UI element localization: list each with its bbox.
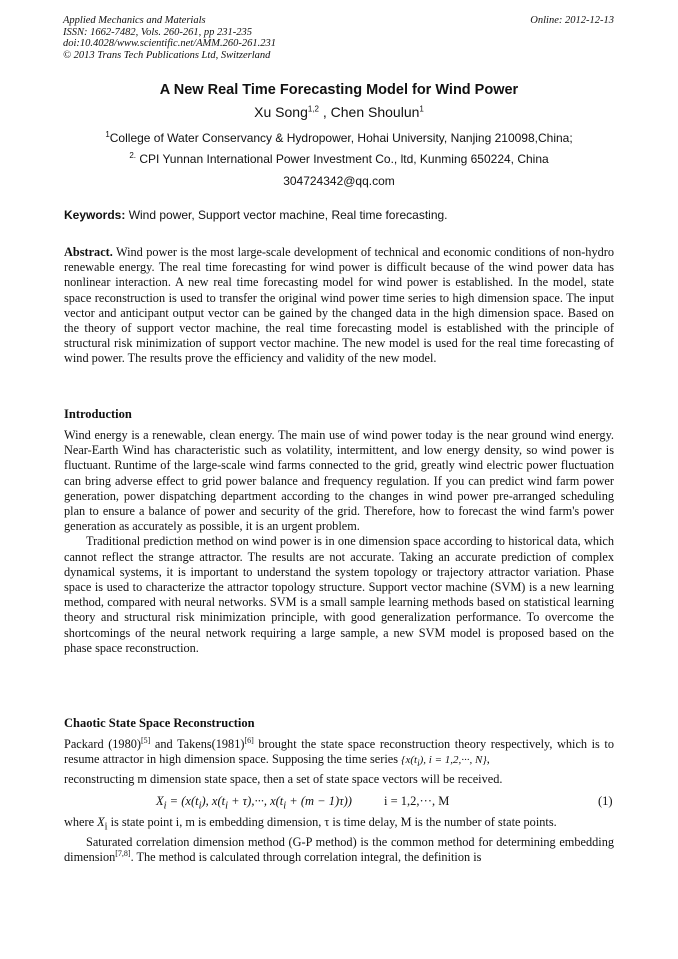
introduction-paragraph-2: Traditional prediction method on wind power is in one dimension space according to historical data, which cannot reflect the strange attractor. The results are not accurate. Taking an accurate prediction of complex dynamical systems, it is important to understand the system topology or trajectory attractor variation. Phase space is used to characterize the attractor topology structure. Support vector machine (SVM) is a new learning method, compared with neural networks. SVM is a small sample learning methods based on statistical learning theory and structural risk minimization principle, with good generalization performance. To overcome the shortcomings of the neural network requiring a large sample, a new SVM model is proposed based on the phase space reconstruction. xyxy=(64,534,614,655)
author-email: 304724342@qq.com xyxy=(283,174,395,188)
affiliation-1-text: College of Water Conservancy & Hydropower, Hohai University, Nanjing 210098,China; xyxy=(109,131,573,145)
time-series-notation xyxy=(401,754,487,769)
author-line xyxy=(0,104,678,120)
time-series-close: ), i = 1,2,···, N} xyxy=(419,754,487,767)
journal-header xyxy=(63,15,276,61)
text-where: where xyxy=(64,815,98,829)
author-1-affiliation: 1,2 xyxy=(307,104,319,114)
affiliation-2 xyxy=(0,152,678,166)
affiliation-1-marker: 1 xyxy=(105,130,110,139)
paper-title: A New Real Time Forecasting Model for Wind Power xyxy=(159,82,519,98)
chaotic-paragraph-2 xyxy=(64,815,614,865)
abstract-label: Abstract. xyxy=(64,245,113,259)
eq-rhs-2: ), x(t xyxy=(201,794,226,808)
citation-5: [5] xyxy=(140,735,151,745)
affiliation-1 xyxy=(0,131,678,145)
gp-method-paragraph xyxy=(64,835,614,865)
eq-rhs-3: + τ),···, x(t xyxy=(228,794,284,808)
introduction-heading: Introduction xyxy=(64,407,132,421)
text-packard: Packard (1980) xyxy=(64,737,141,751)
text-gp-method: Saturated correlation dimension method (G-P method) is the common method for determining embedding dimension xyxy=(64,834,614,864)
chaotic-heading: Chaotic State Space Reconstruction xyxy=(64,716,255,730)
abstract-text: Wind power is the most large-scale development of technical and economic conditions of non-hydro renewable energy. The real time forecasting for wind power is difficult because of the wind power data has nonlinear interaction. A new real time forecasting model for wind power is established. In the model, state space reconstruction is used to transfer the original wind power time series to high dimension space. The input vector and anticipant output vector can be gained by the changed data in the high dimension space. Based on the theory of support vector machine, the real time forecasting model is established with the principle of structural risk minimization of support vector machine. The new model is used for the real time forecasting of wind power. The results prove the efficiency and validity of the new model. xyxy=(64,245,614,366)
text-comma: , xyxy=(486,752,490,767)
eq-lhs: X xyxy=(156,794,164,808)
journal-doi: doi:10.4028/www.scientific.net/AMM.260-261.231 xyxy=(63,38,276,49)
affiliation-2-marker: 2. xyxy=(129,151,136,160)
eq-rhs-sub-3: i xyxy=(283,800,287,812)
journal-name: Applied Mechanics and Materials xyxy=(63,15,206,26)
eq-rhs-1: = (x(t xyxy=(166,794,199,808)
text-theory: brought the state space reconstruction theory respectively, which is to resume attractor in high dimension space. Supposing the time series xyxy=(64,737,614,767)
abstract xyxy=(64,245,614,367)
text-takens: and Takens(1981) xyxy=(150,737,245,751)
text-state-point: is state point i, m is embedding dimension, τ is time delay, M is the number of state points. xyxy=(107,815,557,829)
author-2-affiliation: 1 xyxy=(419,104,424,114)
equation-1-number: (1) xyxy=(598,794,613,808)
text-correlation-integral: . The method is calculated through correlation integral, the definition is xyxy=(130,849,482,864)
journal-issn: ISSN: 1662-7482, Vols. 260-261, pp 231-235 xyxy=(63,26,252,38)
journal-copyright: © 2013 Trans Tech Publications Ltd, Switzerland xyxy=(63,49,271,61)
equation-1-body xyxy=(156,794,352,812)
eq-lhs-sub: i xyxy=(163,800,167,812)
keywords-text: Wind power, Support vector machine, Real time forecasting. xyxy=(125,208,448,222)
introduction-paragraph-1: Wind energy is a renewable, clean energy. The main use of wind power today is the near ground wind energy. Near-Earth Wind has characteristic such as volatility, intermittent, and low energy density, so wind power is fluctuant. Runtime of the large-scale wind farms connected to the grid, greatly wind electric power fluctuation can bring adverse effect to grid power balance and frequency regulation. If you can predict wind farm power generation, power dispatching department according to the changes in wind power pre-arranged scheduling plan to ensure a balance of power and security of the grid. Therefore, how to forecast the wind farm's power generation as accurately as possible, it is an urgent problem. xyxy=(64,428,614,534)
online-date: Online: 2012-12-13 xyxy=(530,15,614,26)
eq-rhs-sub-1: i xyxy=(198,800,202,812)
keywords xyxy=(64,208,448,222)
equation-1-range: i = 1,2,···, M xyxy=(384,794,450,808)
time-series-sub: i xyxy=(417,758,420,769)
time-series-open: {x(t xyxy=(401,754,418,767)
keywords-label: Keywords: xyxy=(64,208,126,222)
citation-6: [6] xyxy=(244,735,254,745)
state-point-symbol: X xyxy=(97,815,105,829)
text-reconstructing: reconstructing m dimension state space, then a set of state space vectors will be received. xyxy=(64,771,503,786)
eq-rhs-4: + (m − 1)τ)) xyxy=(286,794,352,808)
affiliation-2-text: CPI Yunnan International Power Investment Co., ltd, Kunming 650224, China xyxy=(135,152,549,166)
chaotic-paragraph-1 xyxy=(64,737,614,787)
citation-7-8: [7,8] xyxy=(115,848,131,858)
author-separator: , xyxy=(318,104,331,120)
author-2: Chen Shoulun xyxy=(330,104,420,120)
eq-rhs-sub-2: i xyxy=(225,800,228,812)
introduction-body xyxy=(64,428,614,656)
state-point-sub: i xyxy=(104,821,108,833)
author-1: Xu Song xyxy=(254,104,308,120)
